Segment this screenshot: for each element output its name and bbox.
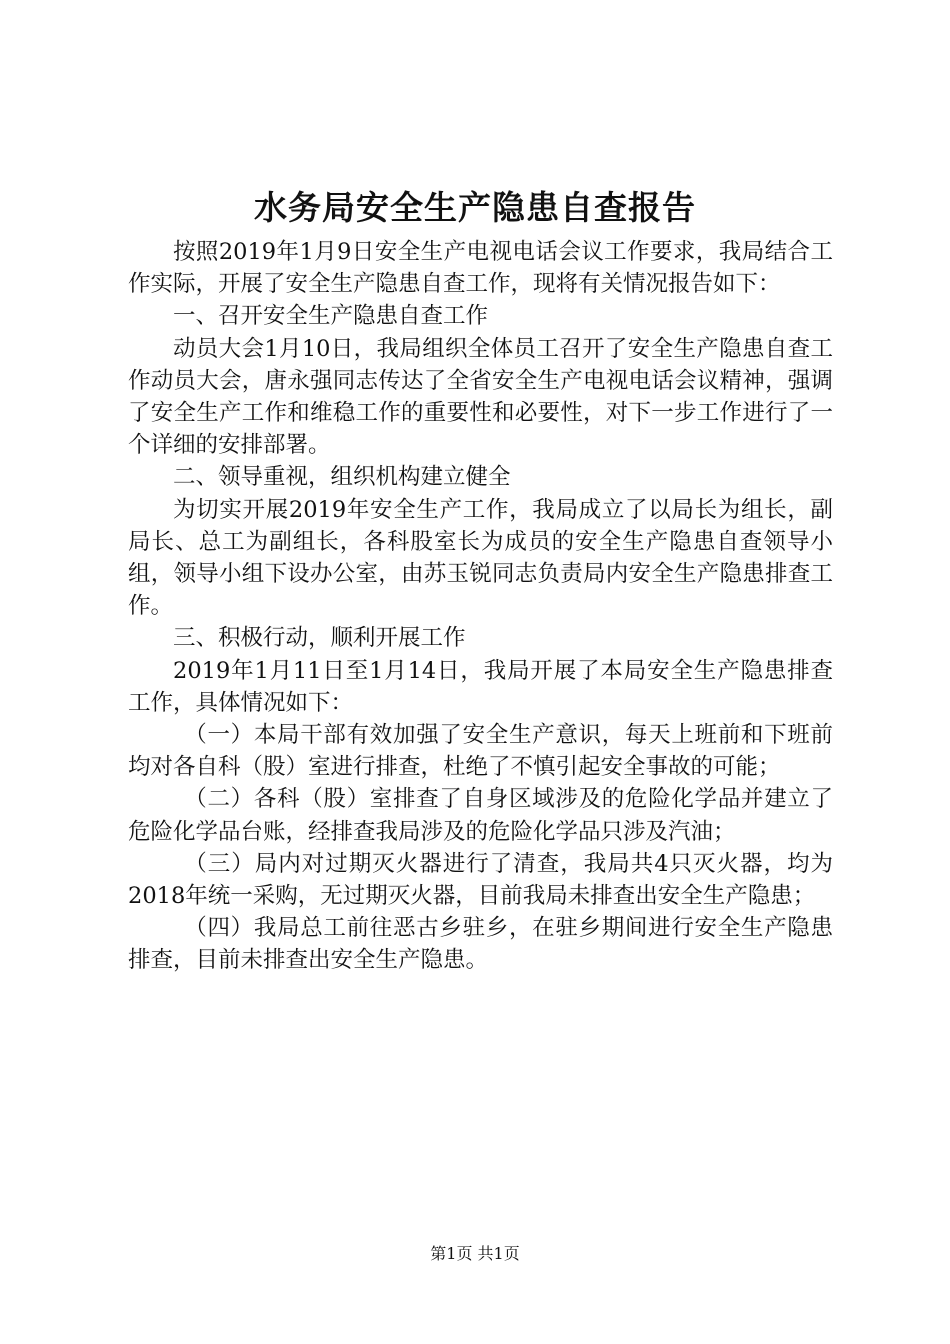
list-item: （四）我局总工前往恶古乡驻乡，在驻乡期间进行安全生产隐患排查，目前未排查出安全生产隐患。 [128,915,833,974]
section-1-heading: 一、召开安全生产隐患自查工作 [173,303,489,330]
intro-paragraph: 按照2019年1月9日安全生产电视电话会议工作要求，我局结合工作实际，开展了安全生产隐患自查工作，现将有关情况报告如下： [128,239,833,298]
page-footer: 第1页 共1页 [430,1244,520,1263]
list-item: （三）局内对过期灭火器进行了清查，我局共4只灭火器，均为2018年统一采购，无过期灭火器，目前我局未排查出安全生产隐患； [128,850,833,910]
section-3-heading: 三、积极行动，顺利开展工作 [173,625,466,652]
section-1-paragraph: 动员大会1月10日，我局组织全体员工召开了安全生产隐患自查工作动员大会，唐永强同志传达了全省安全生产电视电话会议精神，强调了安全生产工作和维稳工作的重要性和必要性，对下一步工作进行了一个详细的安排部署。 [128,335,833,459]
list-item: （一）本局干部有效加强了安全生产意识，每天上班前和下班前均对各自科（股）室进行排查，杜绝了不慎引起安全事故的可能； [128,722,833,781]
list-item: （二）各科（股）室排查了自身区域涉及的危险化学品并建立了危险化学品台账，经排查我局涉及的危险化学品只涉及汽油； [128,786,833,845]
document-title: 水务局安全生产隐患自查报告 [254,188,696,227]
section-3-paragraph: 2019年1月11日至1月14日，我局开展了本局安全生产隐患排查工作，具体情况如下： [128,657,833,716]
section-2-paragraph: 为切实开展2019年安全生产工作，我局成立了以局长为组长，副局长、总工为副组长，各科股室长为成员的安全生产隐患自查领导小组，领导小组下设办公室，由苏玉锐同志负责局内安全生产隐患排查工作。 [128,496,833,620]
section-2-heading: 二、领导重视，组织机构建立健全 [173,464,511,491]
document-body [128,236,833,977]
